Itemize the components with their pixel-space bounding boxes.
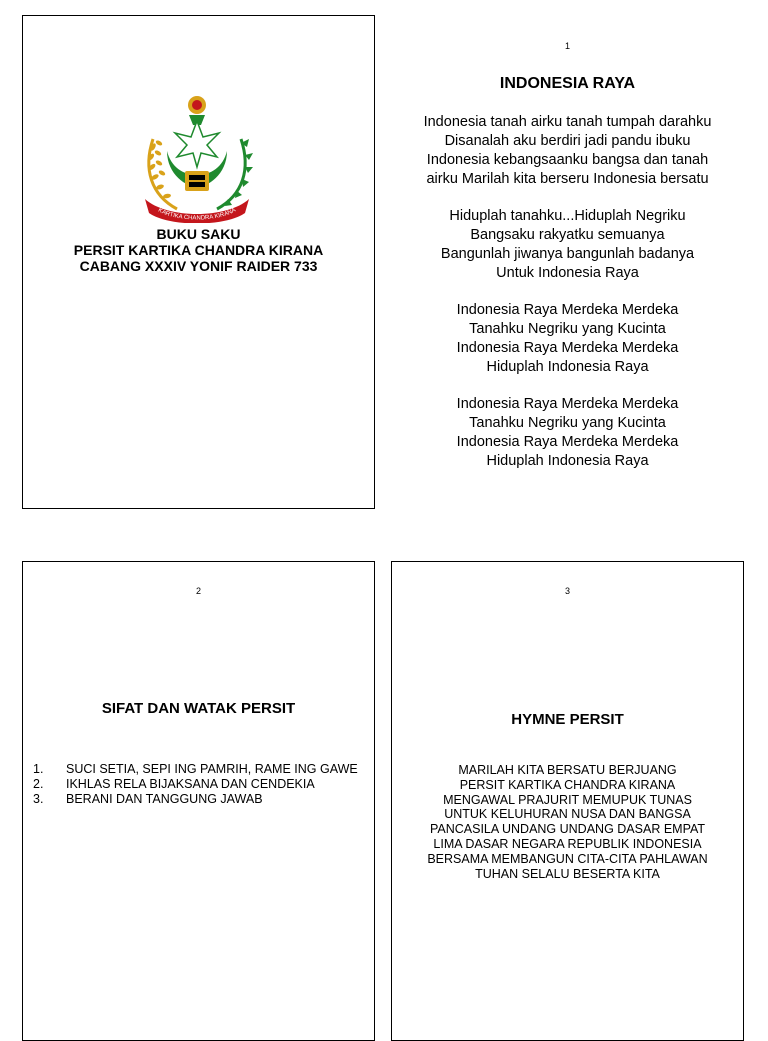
lyric-line: Bangunlah jiwanya bangunlah badanya [440,246,695,262]
cover-title-line: CABANG XXXIV YONIF RAIDER 733 [79,258,318,274]
section-title: SIFAT DAN WATAK PERSIT [101,700,296,717]
hymn-line: PANCASILA UNDANG UNDANG DASAR EMPAT [429,822,706,837]
lyric-line: Untuk Indonesia Raya [496,265,639,281]
list-item-number: 1. [33,762,44,776]
lyric-line: Indonesia Raya Merdeka Merdeka [456,396,679,412]
lyric-line: Indonesia kebangsaanku bangsa dan tanah [426,152,709,168]
hymn-line: BERSAMA MEMBANGUN CITA-CITA PAHLAWAN [427,851,708,866]
persit-emblem-icon [137,91,257,223]
list-item [33,792,358,807]
lyric-line: Indonesia Raya Merdeka Merdeka [456,434,679,450]
list-item-text: IKHLAS RELA BIJAKSANA DAN CENDEKIA [66,777,315,791]
lyric-line: Disanalah aku berdiri jadi pandu ibuku [444,133,691,149]
lyric-line: Indonesia tanah airku tanah tumpah darahku [423,114,712,130]
lyric-line: Tanahku Negriku yang Kucinta [469,321,666,337]
page-number: 1 [564,41,570,51]
hymn-line: MENGAWAL PRAJURIT MEMUPUK TUNAS [443,792,692,807]
anthem-title: INDONESIA RAYA [499,75,636,92]
emblem-ribbon-text: KARTIKA CHANDRA KIRANA [156,207,238,222]
lyric-line: Indonesia Raya Merdeka Merdeka [456,302,679,318]
lyric-line: Hiduplah Indonesia Raya [486,453,649,469]
hymn-line: LIMA DASAR NEGARA REPUBLIK INDONESIA [433,836,702,851]
lyric-line: Hiduplah Indonesia Raya [486,359,649,375]
cover-page [22,15,375,509]
list-item-number: 2. [33,777,44,791]
page-2 [22,561,375,1041]
anthem-lyrics [390,113,745,489]
stanza [390,395,745,471]
page-3 [391,561,744,1041]
rice-stalk-icon [147,139,177,209]
lyric-line: Hiduplah tanahku...Hiduplah Negriku [449,208,686,224]
list-item-text: BERANI DAN TANGGUNG JAWAB [66,792,263,806]
lyric-line: Indonesia Raya Merdeka Merdeka [456,340,679,356]
page-1 [390,15,745,509]
shield-icon [185,171,209,191]
list-item [33,777,358,792]
stanza [390,301,745,377]
hymn-line: TUHAN SELALU BESERTA KITA [475,866,660,881]
lyric-line: Bangsaku rakyatku semuanya [470,227,665,243]
star-icon [175,121,219,167]
stanza [390,207,745,283]
cover-title [23,226,374,274]
list-item [33,762,358,777]
cover-title-line: PERSIT KARTIKA CHANDRA KIRANA [73,242,324,258]
cover-title-line: BUKU SAKU [156,226,241,242]
stanza [390,113,745,189]
hymn-lyrics [392,763,743,881]
page-number: 2 [195,586,201,596]
hymn-line: UNTUK KELUHURAN NUSA DAN BANGSA [444,807,691,822]
numbered-list [33,762,358,807]
lyric-line: airku Marilah kita berseru Indonesia bersatu [426,171,709,187]
ribbon-icon [145,199,249,223]
hymn-line: PERSIT KARTIKA CHANDRA KIRANA [459,777,676,792]
hymn-line: MARILAH KITA BERSATU BERJUANG [458,763,677,777]
list-item-number: 3. [33,792,44,806]
cotton-leaf-icon [217,139,253,209]
list-item-text: SUCI SETIA, SEPI ING PAMRIH, RAME ING GAWE [66,762,358,776]
page-number: 3 [564,586,570,596]
section-title: HYMNE PERSIT [511,711,624,728]
lyric-line: Tanahku Negriku yang Kucinta [469,415,666,431]
